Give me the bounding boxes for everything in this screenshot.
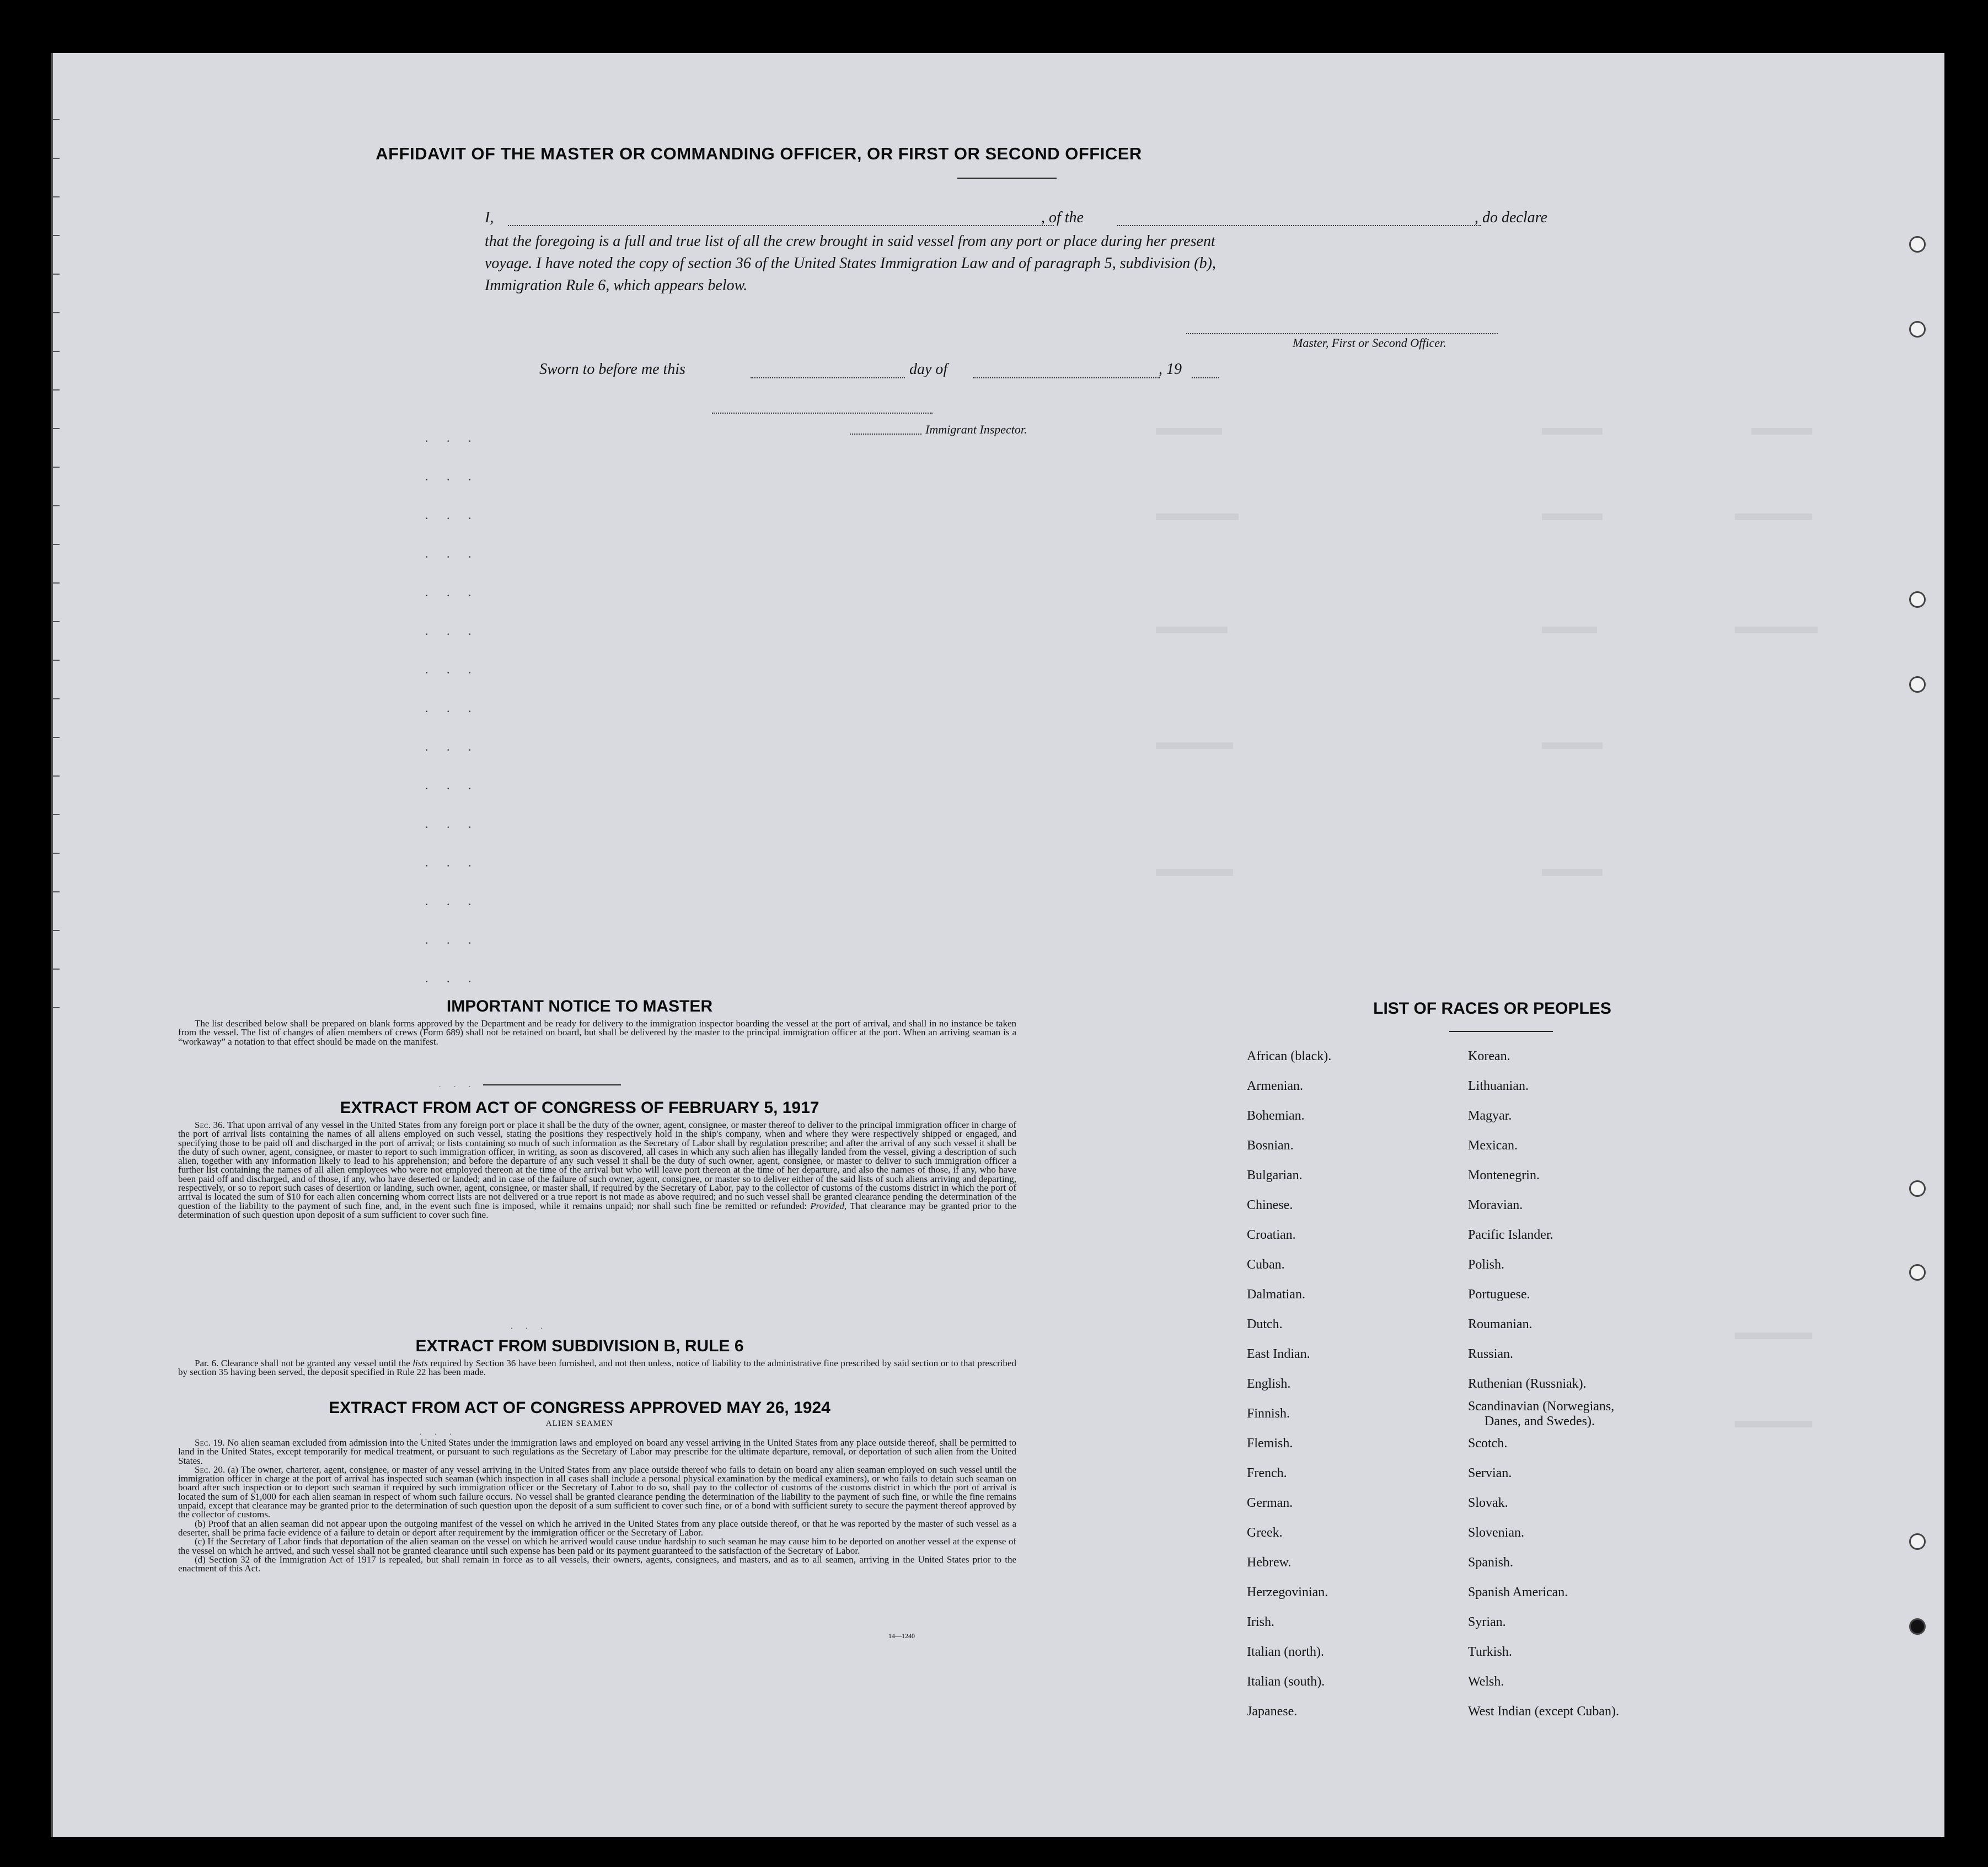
- affidavit-line3: Immigration Rule 6, which appears below.: [485, 277, 748, 294]
- section-dots: . . .: [511, 1323, 548, 1331]
- form-number: 14—1240: [888, 1632, 915, 1640]
- notice-body: [178, 1019, 1016, 1046]
- affidavit-of-the: , of the: [1041, 209, 1084, 226]
- sec-19-label: Sec. 19.: [195, 1437, 225, 1448]
- document-page: AFFIDAVIT OF THE MASTER OR COMMANDING OFFICER, OR FIRST OR SECOND OFFICER I, , of the , do declare that the foregoing is a full and true list of all the crew brought in said vessel from any port or place during her present voyage. I have noted the copy of section 36 of the United States Immigration Law and of paragraph 5, subdivision (b), Immigration Rule 6, which appears below. Master, First or Second Officer. Sworn to before me this day of , 19 Immigrant Inspector. . . . . . . . . . . . . . . . . . . . . . . . . . . . . . . . . . . . . . . . . . . . . . IMPORTANT NOTICE TO MASTER The list described below shall be prepared on blank forms approved by the Department and be ready for delivery to the immigration inspector boarding the vessel at the port of arrival, and shall in no instance be taken from the vessel. The list of changes of alien members of crews (Form 689) shall not be retained on board, but shall be delivered by the master to the principal immigration officer at the port. When an arriving seaman is a “workaway” a notation to that effect should be made on the manifest. . . . EXTRACT FROM ACT OF CONGRESS OF FEBRUARY 5, 1917 Sec. 36. That upon arrival of any vessel in the United States from any foreign port or place it shall be the duty of the owner, agent, consignee, or master thereof to deliver to the principal immigration officer in charge of the port of arrival lists containing the names of all aliens employed on such vessel, stating the positions they respectively hold in the ship's company, when and where they were respectively shipped or engaged, and specifying those to be paid off and discharged in the port of arrival; or lists containing so much of such information as the Secretary of Labor shall by regulation prescribe; and after the arrival of any such vessel it shall be the duty of such owner, agent, consignee, or master to report to such immigration officer, in writing, as soon as discovered, all cases in which any such alien has illegally landed from the vessel, giving a description of such alien, together with any information likely to lead to his apprehension; and before the departure of any such vessel it shall be the duty of such owner, agent, consignee, or master to deliver to such immigration officer a further list containing the names of all alien employees who were not employed thereon at the time of the arrival but who will leave port thereon at the time of her departure, and also the names of those, if any, who have been paid off and discharged, and of those, if any, who have deserted or landed; and in case of the failure of such owner, agent, consignee, or master so to deliver either of the said lists of such aliens arriving and departing, respectively, or so to report such cases of desertion or landing, such owner, agent, consignee, or master shall, if required by the Secretary of Labor, pay to the collector of customs of the customs district in which the port of arrival is located the sum of $10 for each alien concerning whom correct lists are not delivered or a true report is not made as above required; and no such vessel shall be granted clearance pending the determination of the question of the liability to the payment of such fine, and, in the event such fine is imposed, while it remains unpaid; nor shall such fine be remitted or refunded: Provided, That clearance may be granted prior to the determination of such question upon deposit of a sum sufficient to cover such fine. . . . EXTRACT FROM SUBDIVISION B, RULE 6 Par. 6. Clearance shall not be granted any vessel until the lists required by Section 36 have been furnished, and not then unless, notice of liability to the administrative fine prescribed by said section or to that prescribed by section 35 having been served, the deposit specified in Rule 22 has been made. EXTRACT FROM ACT OF CONGRESS APPROVED MAY 26, 1924 ALIEN SEAMEN . . . Sec. 19. No alien seaman excluded from admission into the United States under the immigration laws and employed on board any vessel arriving in the United States from any place outside thereof, shall be permitted to land in the United States, except temporarily for medical treatment, or pursuant to such regulations as the Secretary of Labor may prescribe for the ultimate departure, removal, or deportation of such alien from the United States. Sec. 20. (a) The owner, charterer, agent, consignee, or master of any vessel arriving in the United States from any place outside thereof who fails to detain on board any alien seaman employed on such vessel until the immigration officer in charge at the port of arrival has inspected such seaman (which inspection in all cases shall include a personal physical examination by the medical examiners), or who fails to detain such seaman on board after such inspection or to deport such seaman if required by such immigration officer or the Secretary of Labor to do so, shall pay to the collector of customs of the customs district in which the port of arrival is located the sum of $1,000 for each alien seaman in respect of whom such failure occurs. No vessel shall be granted clearance pending the determination of the liability to the payment of such fine, or while the fine remains unpaid, except that clearance may be granted prior to the determination of such question upon the deposit of a sum sufficient to cover such fine, or of a bond with sufficient surety to secure the payment thereof approved by the collector of customs. (b) Proof that an alien seaman did not appear upon the outgoing manifest of the vessel on which he arrived in the United States from any place outside thereof, or that he was reported by the master of such vessel as a deserter, shall be prima facie evidence of a failure to detain or deport after requirement by the immigration officer or the Secretary of Labor. (c) If the Secretary of Labor finds that deportation of the alien seaman on the vessel on which he arrived would cause undue hardship to such seaman he may cause him to be deported on another vessel at the expense of the vessel on which he arrived, and such vessel shall not be granted clearance until such expense has been paid or its payment guaranteed to the satisfaction of the Secretary of Labor. (d) Section 32 of the Immigration Act of 1917 is repealed, but shall remain in force as to all vessels, their owners, agents, consignees, and masters, and as to all seamen, arriving in the United States prior to the enactment of this Act. 14—1240 LIST OF RACES OR PEOPLES African (black). Armenian. Bohemian. Bosnian. Bulgarian. Chinese. Croatian. Cuban. Dalmatian. Dutch. East Indian. English. Finnish. Flemish. French. German. Greek. Hebrew. Herzegovinian. Irish. Italian (north). Italian (south). Japanese. Korean. Lithuanian. Magyar. Mexican. Montenegrin. Moravian. Pacific Islander. Polish. Portuguese. Roumanian. Russian. Ruthenian (Russniak). Scandinavian (Norwegians, Danes, and Swedes). Scotch. Servian. Slovak. Slovenian. Spanish. Spanish American. Syrian. Turkish. Welsh. West Indian (except Cuban).: [51, 53, 1944, 1837]
- race-item: Croatian.: [1247, 1228, 1296, 1242]
- affidavit-line2: voyage. I have noted the copy of section 36 of the United States Immigration Law and of paragraph 5, subdivision (b),: [485, 255, 1216, 272]
- sec-19-text: No alien seaman excluded from admission into the United States under the immigration laws and employed on board any vessel arriving in the United States from any place outside thereof, shall be permitted to land in the United States, except temporarily for medical treatment, or pursuant to such regulations as the Secretary of Labor may prescribe for the ultimate departure, removal, or deportation of such alien from the United States.: [178, 1437, 1016, 1466]
- race-item: Armenian.: [1247, 1079, 1303, 1093]
- provided-word: Provided,: [810, 1200, 847, 1211]
- alien-seamen-subtitle: ALIEN SEAMEN: [545, 1419, 614, 1428]
- race-item: Pacific Islander.: [1468, 1228, 1553, 1242]
- page-title: AFFIDAVIT OF THE MASTER OR COMMANDING OFFICER, OR FIRST OR SECOND OFFICER: [376, 144, 1142, 163]
- binder-hole-icon: [1909, 676, 1926, 693]
- binder-hole-icon: [1909, 1180, 1926, 1197]
- affidavit-line1: that the foregoing is a full and true list of all the crew brought in said vessel from any port or place during her present: [485, 233, 1215, 250]
- race-item: Dalmatian.: [1247, 1287, 1305, 1302]
- race-item: Servian.: [1468, 1466, 1512, 1480]
- race-item: Herzegovinian.: [1247, 1585, 1328, 1599]
- rule6-body: [178, 1359, 1016, 1377]
- sworn-day-blank: [751, 377, 905, 378]
- vessel-blank: [1117, 225, 1481, 226]
- race-item: Montenegrin.: [1468, 1168, 1540, 1183]
- extract-1917-title: EXTRACT FROM ACT OF CONGRESS OF FEBRUARY 5, 1917: [340, 1099, 819, 1117]
- month-blank: [973, 377, 1160, 378]
- binder-hole-icon: [1909, 591, 1926, 608]
- race-item: Spanish American.: [1468, 1585, 1568, 1599]
- lists-word: lists: [412, 1358, 428, 1368]
- race-item: Ruthenian (Russniak).: [1468, 1377, 1587, 1391]
- race-item: Korean.: [1468, 1049, 1510, 1063]
- race-item: Moravian.: [1468, 1198, 1523, 1212]
- race-item: Italian (south).: [1247, 1675, 1325, 1689]
- race-item: Japanese.: [1247, 1704, 1298, 1719]
- race-item: French.: [1247, 1466, 1287, 1480]
- race-item: Portuguese.: [1468, 1287, 1530, 1302]
- rule6-text-b: required by Section 36 have been furnished, and not then unless, notice of liability to the administrative fine prescribed by said section or to that prescribed by section 35 having been served, the deposit specified in Rule 22 has been made.: [178, 1358, 1017, 1378]
- binder-hole-icon: [1909, 236, 1926, 253]
- extract-1924-title: EXTRACT FROM ACT OF CONGRESS APPROVED MAY 26, 1924: [329, 1399, 830, 1417]
- master-signature-label: Master, First or Second Officer.: [1293, 336, 1446, 350]
- sec-36-text: That upon arrival of any vessel in the United States from any foreign port or place it shall be the duty of the owner, agent, consignee, or master thereof to deliver to the principal immigration officer in charge of the port of arrival lists containing the names of all aliens employed on such vessel, stating the positions they respectively hold in the ship's company, when and where they were respectively shipped or engaged, and specifying those to be paid off and discharged in the port of arrival; or lists containing so much of such information as the Secretary of Labor shall by regulation prescribe; and after the arrival of any such vessel it shall be the duty of such owner, agent, consignee, or master to report to such immigration officer, in writing, as soon as discovered, all cases in which any such alien has illegally landed from the vessel, giving a description of such alien, together with any information likely to lead to his apprehension; and before the departure of any such vessel it shall be the duty of such owner, agent, consignee, or master to deliver to such immigration officer a further list containing the names of all alien employees who were not employed thereon at the time of the arrival but who will leave port thereon at the time of her departure, and also the names of those, if any, who have been paid off and discharged, and of those, if any, who have deserted or landed; and in case of the failure of such owner, agent, consignee, or master so to deliver either of the said lists of such aliens arriving and departing, respectively, or so to report such cases of desertion or landing, such owner, agent, consignee, or master shall, if required by the Secretary of Labor, pay to the collector of customs of the customs district in which the port of arrival is located the sum of $10 for each alien concerning whom correct lists are not delivered or a true report is not made as above required; and no such vessel shall be granted clearance pending the determination of the question of the liability to the payment of such fine, and, in the event such fine is imposed, while it remains unpaid; nor shall such fine be remitted or refunded:: [178, 1120, 1017, 1211]
- race-item: Dutch.: [1247, 1317, 1283, 1331]
- race-item: Italian (north).: [1247, 1645, 1324, 1659]
- race-item: West Indian (except Cuban).: [1468, 1704, 1619, 1719]
- race-item: Scotch.: [1468, 1436, 1508, 1451]
- race-item: Syrian.: [1468, 1615, 1506, 1629]
- sec-36-label: Sec. 36.: [195, 1120, 225, 1130]
- race-item: Turkish.: [1468, 1645, 1512, 1659]
- sec-36-text-end: That clearance may be granted prior to the determination of such question upon deposit of a sum sufficient to cover such fine.: [178, 1200, 1017, 1220]
- race-item: German.: [1247, 1496, 1293, 1510]
- binder-hole-icon: [1909, 1533, 1926, 1550]
- day-of-label: day of: [909, 361, 948, 378]
- sec-20-label: Sec. 20.: [195, 1464, 226, 1475]
- sec-20b-text: (b) Proof that an alien seaman did not appear upon the outgoing manifest of the vessel on which he arrived in the United States from any place outside thereof, or that he was reported by the master of such vessel as a deserter, shall be prima facie evidence of a failure to detain or deport after requirement by the immigration officer or the Secretary of Labor.: [178, 1518, 1016, 1538]
- race-item: Mexican.: [1468, 1138, 1518, 1153]
- inspector-signature-line: [712, 413, 933, 414]
- race-item: Greek.: [1247, 1526, 1283, 1540]
- race-item: Russian.: [1468, 1347, 1514, 1361]
- notice-title: IMPORTANT NOTICE TO MASTER: [446, 997, 713, 1015]
- race-item: Scandinavian (Norwegians,: [1468, 1399, 1615, 1414]
- inspector-signature-label: Immigrant Inspector.: [925, 422, 1027, 436]
- race-item: Finnish.: [1247, 1406, 1290, 1421]
- race-item: Bulgarian.: [1247, 1168, 1303, 1183]
- race-item: Chinese.: [1247, 1198, 1293, 1212]
- master-signature-line: [1186, 333, 1498, 334]
- race-item: Bosnian.: [1247, 1138, 1294, 1153]
- binder-hole-icon: [1909, 321, 1926, 338]
- binder-hole-icon: [1909, 1264, 1926, 1281]
- title-divider: [957, 178, 1057, 179]
- races-title: LIST OF RACES OR PEOPLES: [1373, 999, 1611, 1018]
- race-item: Polish.: [1468, 1258, 1505, 1272]
- section-divider: [483, 1084, 621, 1085]
- race-item: Hebrew.: [1247, 1555, 1292, 1570]
- sec-20c-text: (c) If the Secretary of Labor finds that deportation of the alien seaman on the vessel on which he arrived would cause undue hardship to such seaman he may cause him to be deported on another vessel at the expense of the vessel on which he arrived, and such vessel shall not be granted clearance until such expense has been paid or its payment guaranteed to the satisfaction of the Secretary of Labor.: [178, 1536, 1016, 1556]
- race-item: East Indian.: [1247, 1347, 1310, 1361]
- race-item: Cuban.: [1247, 1258, 1285, 1272]
- name-blank: [508, 225, 1054, 226]
- races-divider: [1449, 1031, 1553, 1032]
- year-label: , 19: [1159, 361, 1182, 378]
- race-item: Welsh.: [1468, 1675, 1504, 1689]
- race-item: Magyar.: [1468, 1109, 1512, 1123]
- section-dots: . . .: [420, 1429, 457, 1437]
- race-item-continued: Danes, and Swedes).: [1485, 1414, 1595, 1429]
- race-item: Flemish.: [1247, 1436, 1293, 1451]
- binder-hole-icon: [1909, 1618, 1926, 1635]
- sworn-label: Sworn to before me this: [539, 361, 685, 378]
- rule6-text-a: Par. 6. Clearance shall not be granted any vessel until the: [195, 1358, 410, 1368]
- inspector-signature-line-2: [850, 434, 921, 435]
- affidavit-i-label: I,: [485, 209, 494, 226]
- sec-20a-text: (a) The owner, charterer, agent, consignee, or master of any vessel arriving in the United States from any place outside thereof who fails to detain on board any alien seaman employed on such vessel until the immigration officer in charge at the port of arrival has inspected such seaman (which inspection in all cases shall include a personal physical examination by the medical examiners), or who fails to detain such seaman on board after such inspection or to deport such seaman if required by such immigration officer or the Secretary of Labor to do so, shall pay to the collector of customs of the customs district in which the port of arrival is located the sum of $1,000 for each alien seaman in respect of whom such failure occurs. No vessel shall be granted clearance pending the determination of the liability to the payment of such fine, or while the fine remains unpaid, except that clearance may be granted prior to the determination of such question upon the deposit of a sum sufficient to cover such fine, or of a bond with sufficient surety to secure the payment thereof approved by the collector of customs.: [178, 1464, 1016, 1520]
- race-item: Spanish.: [1468, 1555, 1514, 1570]
- affidavit-do-declare: , do declare: [1475, 209, 1547, 226]
- race-item: Bohemian.: [1247, 1109, 1305, 1123]
- extract-1917-body: [178, 1121, 1016, 1219]
- year-blank: [1192, 377, 1219, 378]
- race-item: African (black).: [1247, 1049, 1332, 1063]
- extract-1924-body: [178, 1438, 1016, 1573]
- race-item: English.: [1247, 1377, 1291, 1391]
- rule6-title: EXTRACT FROM SUBDIVISION B, RULE 6: [415, 1337, 744, 1355]
- race-item: Slovak.: [1468, 1496, 1508, 1510]
- race-item: Slovenian.: [1468, 1526, 1524, 1540]
- race-item: Lithuanian.: [1468, 1079, 1529, 1093]
- notice-paragraph: The list described below shall be prepared on blank forms approved by the Department and be ready for delivery to the immigration inspector boarding the vessel at the port of arrival, and shall in no instance be taken from the vessel. The list of changes of alien members of crews (Form 689) shall not be retained on board, but shall be delivered by the master to the principal immigration officer at the port. When an arriving seaman is a “workaway” a notation to that effect should be made on the manifest.: [178, 1018, 1016, 1047]
- section-dots: . . .: [439, 1081, 476, 1089]
- race-item: Roumanian.: [1468, 1317, 1532, 1331]
- sec-20d-text: (d) Section 32 of the Immigration Act of 1917 is repealed, but shall remain in force as to all vessels, their owners, agents, consignees, and masters, and as to all seamen, arriving in the United States prior to the enactment of this Act.: [178, 1554, 1016, 1574]
- race-item: Irish.: [1247, 1615, 1274, 1629]
